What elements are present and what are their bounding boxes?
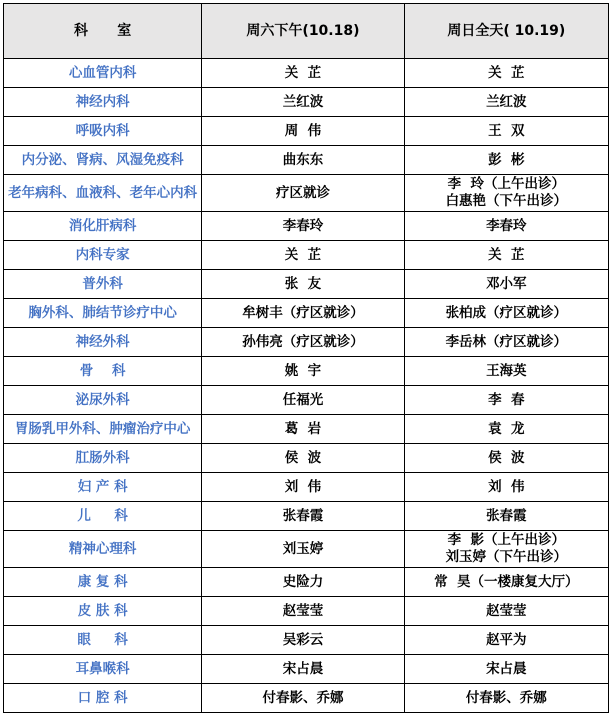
sunday-doctor-cell: 张柏成（疗区就诊） — [404, 299, 608, 328]
sunday-doctor-cell: 李岳林（疗区就诊） — [404, 328, 608, 357]
department-cell: 内分泌、肾病、风湿免疫科 — [4, 146, 202, 175]
table-row — [4, 531, 609, 568]
table-row — [4, 175, 609, 212]
department-cell: 普外科 — [4, 270, 202, 299]
table-row — [4, 88, 609, 117]
table-row — [4, 146, 609, 175]
department-cell: 眼 科 — [4, 626, 202, 655]
sunday-doctor-cell: 兰红波 — [404, 88, 608, 117]
department-cell: 内科专家 — [4, 241, 202, 270]
table-row — [4, 568, 609, 597]
table-row — [4, 626, 609, 655]
saturday-doctor-cell: 赵莹莹 — [202, 597, 404, 626]
department-cell: 呼吸内科 — [4, 117, 202, 146]
saturday-doctor-cell: 姚 宇 — [202, 357, 404, 386]
department-cell: 胸外科、肺结节诊疗中心 — [4, 299, 202, 328]
sunday-doctor-cell: 赵平为 — [404, 626, 608, 655]
table-row — [4, 655, 609, 684]
sunday-doctor-cell: 袁 龙 — [404, 415, 608, 444]
table-row — [4, 299, 609, 328]
department-cell: 精神心理科 — [4, 531, 202, 568]
sunday-doctor-cell: 李春玲 — [404, 212, 608, 241]
department-cell: 泌尿外科 — [4, 386, 202, 415]
sunday-doctor-cell: 常 昊（一楼康复大厅） — [404, 568, 608, 597]
sunday-doctor-cell: 侯 波 — [404, 444, 608, 473]
sunday-doctor-cell: 李 春 — [404, 386, 608, 415]
saturday-doctor-cell: 侯 波 — [202, 444, 404, 473]
saturday-doctor-cell: 吴彩云 — [202, 626, 404, 655]
sunday-doctor-cell: 王海英 — [404, 357, 608, 386]
department-cell: 神经外科 — [4, 328, 202, 357]
sunday-doctor-cell: 赵莹莹 — [404, 597, 608, 626]
department-cell: 心血管内科 — [4, 59, 202, 88]
department-cell: 耳鼻喉科 — [4, 655, 202, 684]
saturday-doctor-cell: 李春玲 — [202, 212, 404, 241]
table-row — [4, 415, 609, 444]
header-row — [4, 4, 609, 59]
sunday-doctor-cell: 李 影（上午出诊） 刘玉婷（下午出诊） — [404, 531, 608, 568]
saturday-doctor-cell: 葛 岩 — [202, 415, 404, 444]
department-cell: 康 复 科 — [4, 568, 202, 597]
department-cell: 消化肝病科 — [4, 212, 202, 241]
department-cell: 妇 产 科 — [4, 473, 202, 502]
duty-schedule-table — [3, 3, 609, 713]
table-row — [4, 684, 609, 713]
department-cell: 儿 科 — [4, 502, 202, 531]
table-row — [4, 502, 609, 531]
saturday-doctor-cell: 关 芷 — [202, 59, 404, 88]
table-row — [4, 444, 609, 473]
sunday-doctor-cell: 王 双 — [404, 117, 608, 146]
saturday-doctor-cell: 刘玉婷 — [202, 531, 404, 568]
saturday-doctor-cell: 疗区就诊 — [202, 175, 404, 212]
saturday-doctor-cell: 任福光 — [202, 386, 404, 415]
table-row — [4, 597, 609, 626]
sunday-doctor-cell: 张春霞 — [404, 502, 608, 531]
department-cell: 神经内科 — [4, 88, 202, 117]
table-row — [4, 59, 609, 88]
saturday-doctor-cell: 史险力 — [202, 568, 404, 597]
sunday-doctor-cell: 付春影、乔娜 — [404, 684, 608, 713]
department-cell: 老年病科、血液科、老年心内科 — [4, 175, 202, 212]
header-saturday: 周六下午(10.18) — [202, 4, 404, 59]
sunday-doctor-cell: 宋占晨 — [404, 655, 608, 684]
table-row — [4, 270, 609, 299]
sunday-doctor-cell: 彭 彬 — [404, 146, 608, 175]
table-row — [4, 212, 609, 241]
saturday-doctor-cell: 张春霞 — [202, 502, 404, 531]
saturday-doctor-cell: 牟树丰（疗区就诊） — [202, 299, 404, 328]
saturday-doctor-cell: 关 芷 — [202, 241, 404, 270]
department-cell: 骨 科 — [4, 357, 202, 386]
saturday-doctor-cell: 曲东东 — [202, 146, 404, 175]
saturday-doctor-cell: 刘 伟 — [202, 473, 404, 502]
department-cell: 口 腔 科 — [4, 684, 202, 713]
saturday-doctor-cell: 宋占晨 — [202, 655, 404, 684]
saturday-doctor-cell: 张 友 — [202, 270, 404, 299]
sunday-doctor-cell: 关 芷 — [404, 59, 608, 88]
table-row — [4, 357, 609, 386]
header-dept: 科 室 — [4, 4, 202, 59]
table-row — [4, 117, 609, 146]
header-sunday: 周日全天( 10.19) — [404, 4, 608, 59]
saturday-doctor-cell: 孙伟亮（疗区就诊） — [202, 328, 404, 357]
table-row — [4, 328, 609, 357]
sunday-doctor-cell: 关 芷 — [404, 241, 608, 270]
table-row — [4, 241, 609, 270]
table-row — [4, 473, 609, 502]
department-cell: 胃肠乳甲外科、肿瘤治疗中心 — [4, 415, 202, 444]
department-cell: 肛肠外科 — [4, 444, 202, 473]
table-row — [4, 386, 609, 415]
department-cell: 皮 肤 科 — [4, 597, 202, 626]
sunday-doctor-cell: 邓小军 — [404, 270, 608, 299]
sunday-doctor-cell: 李 玲（上午出诊） 白惠艳（下午出诊） — [404, 175, 608, 212]
saturday-doctor-cell: 付春影、乔娜 — [202, 684, 404, 713]
saturday-doctor-cell: 周 伟 — [202, 117, 404, 146]
saturday-doctor-cell: 兰红波 — [202, 88, 404, 117]
sunday-doctor-cell: 刘 伟 — [404, 473, 608, 502]
